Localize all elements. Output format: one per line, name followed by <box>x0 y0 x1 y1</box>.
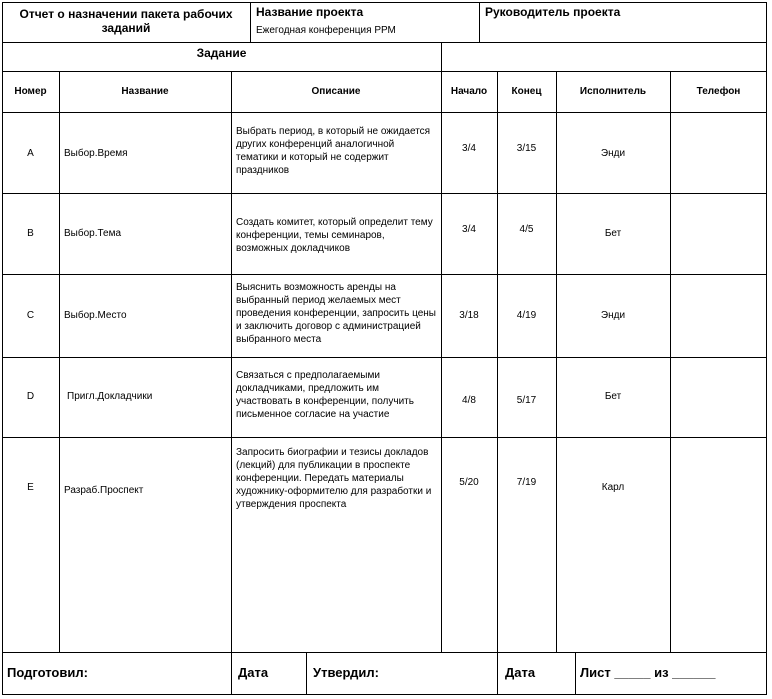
row-e-performer: Карл <box>601 482 625 493</box>
row-b-start: 3/4 <box>462 224 476 235</box>
row-c-name: Выбор.Место <box>64 310 127 321</box>
row-b-end: 4/5 <box>519 224 534 235</box>
rule-table-bottom <box>2 652 767 653</box>
row-c-number: C <box>26 310 35 321</box>
rule-row-b <box>2 274 767 275</box>
col-header-performer: Исполнитель <box>579 86 647 97</box>
rule-col-2 <box>231 71 232 652</box>
sheet-counter: Лист _____ из ______ <box>580 665 716 680</box>
col-header-start: Начало <box>450 86 488 97</box>
rule-col-1 <box>59 71 60 652</box>
row-c-performer: Энди <box>600 310 626 321</box>
rule-header-bottom <box>2 42 767 43</box>
col-header-number: Номер <box>14 86 47 97</box>
row-c-start: 3/18 <box>459 310 479 321</box>
col-header-name: Название <box>121 86 169 97</box>
rule-header-v2 <box>479 2 480 42</box>
project-name-label: Название проекта <box>256 5 364 19</box>
date-label-2: Дата <box>505 665 536 680</box>
row-e-end: 7/19 <box>516 477 537 488</box>
row-a-end: 3/15 <box>516 143 537 154</box>
rule-header-v1 <box>250 2 251 42</box>
row-b-number: B <box>27 228 34 239</box>
rule-foot-4 <box>575 652 576 695</box>
project-name-value: Ежегодная конференция РРМ <box>256 25 396 36</box>
row-e-name: Разраб.Проспект <box>64 485 144 496</box>
col-header-description: Описание <box>311 86 361 97</box>
rule-row-a <box>2 193 767 194</box>
row-d-name: Пригл.Докладчики <box>67 391 153 402</box>
row-b-performer: Бет <box>604 228 622 239</box>
rule-section-v <box>441 42 442 71</box>
row-a-name: Выбор.Время <box>64 148 128 159</box>
row-a-description: Выбрать период, в который не ожидается других конференций аналогичной тематики и который не содержит праздников <box>236 126 431 176</box>
row-b-name: Выбор.Тема <box>64 228 122 239</box>
rule-colhead-bottom <box>2 112 767 113</box>
rule-col-3 <box>441 71 442 652</box>
report-title: Отчет о назначении пакета рабочих заданий <box>19 7 233 35</box>
row-a-performer: Энди <box>600 148 626 159</box>
rule-col-4 <box>497 71 498 652</box>
rule-row-d <box>2 437 767 438</box>
row-d-end: 5/17 <box>516 395 537 406</box>
rule-section-bottom <box>2 71 767 72</box>
approved-by-label: Утвердил: <box>313 665 379 680</box>
rule-foot-1 <box>231 652 232 695</box>
row-b-description: Создать комитет, который определит тему конференции, темы семинаров, возможных докладчиков <box>236 217 433 254</box>
row-e-description: Запросить биографии и тезисы докладов (лекций) для публикации в проспекте конференции. Передать материалы художнику-оформителю для разработки и утверждения проспекта <box>236 447 432 510</box>
project-manager-label: Руководитель проекта <box>485 5 621 19</box>
form-frame <box>2 2 767 695</box>
row-d-number: D <box>26 391 35 402</box>
row-d-performer: Бет <box>604 391 622 402</box>
row-a-number: A <box>27 148 34 159</box>
date-label-1: Дата <box>238 665 269 680</box>
col-header-end: Конец <box>511 86 542 97</box>
row-e-start: 5/20 <box>459 477 479 488</box>
task-section-label: Задание <box>196 46 247 60</box>
rule-row-c <box>2 357 767 358</box>
row-d-start: 4/8 <box>462 395 476 406</box>
prepared-by-label: Подготовил: <box>7 665 88 680</box>
col-header-phone: Телефон <box>696 86 741 97</box>
rule-foot-3 <box>497 652 498 695</box>
row-c-end: 4/19 <box>516 310 537 321</box>
row-a-start: 3/4 <box>462 143 476 154</box>
row-d-description: Связаться с предполагаемыми докладчиками, предложить им участвовать в конференции, получить письменное согласие на участие <box>236 370 414 420</box>
row-e-number: E <box>27 482 34 493</box>
rule-foot-2 <box>306 652 307 695</box>
rule-col-6 <box>670 71 671 652</box>
row-c-description: Выяснить возможность аренды на выбранный период желаемых мест проведения конференции, запросить цены и заключить договор с администрацией выбранного места <box>236 282 436 345</box>
